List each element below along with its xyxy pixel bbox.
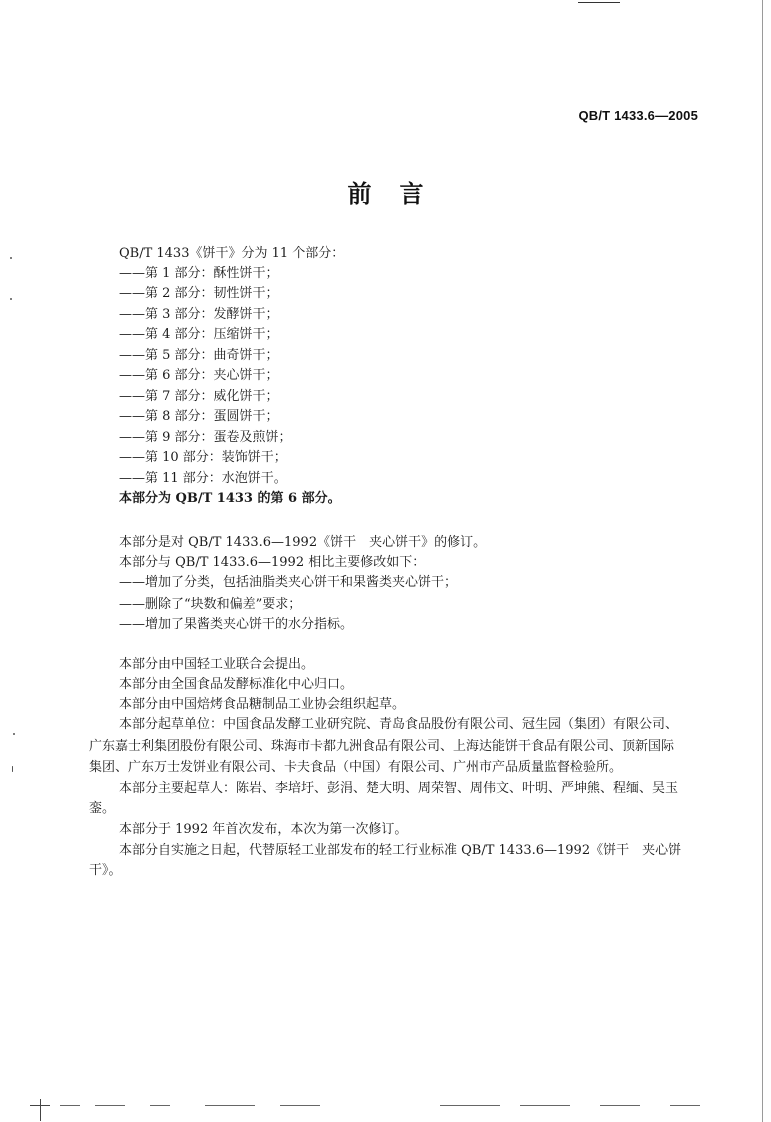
parts-intro: QB/T 1433《饼干》分为 11 个部分： <box>119 246 345 261</box>
top-rule <box>578 2 620 3</box>
footer-rule <box>440 1105 500 1106</box>
scan-speck <box>12 766 13 772</box>
info-line: 干》。 <box>89 863 122 878</box>
scan-speck <box>10 257 12 259</box>
info-line: 本部分由中国轻工业联合会提出。 <box>119 657 315 672</box>
info-line: 本部分于 1992 年首次发布，本次为第一次修订。 <box>119 822 408 837</box>
list-item: ——第 3 部分：发酵饼干； <box>119 307 279 322</box>
list-item: ——第 8 部分：蛋圆饼干； <box>119 409 279 424</box>
info-line: 本部分由全国食品发酵标准化中心归口。 <box>119 677 354 692</box>
footer-rule <box>600 1105 640 1106</box>
page-title: 前言 <box>347 180 452 208</box>
list-item: ——第 1 部分：酥性饼干； <box>119 266 279 281</box>
info-line: 本部分主要起草人：陈岩、李培圩、彭涓、楚大明、周荣智、周伟文、叶明、严坤熊、程缅、吴玉 <box>119 781 679 796</box>
scan-speck <box>13 733 15 735</box>
change-item: ——增加了果酱类夹心饼干的水分指标。 <box>119 617 354 632</box>
this-part-statement: 本部分为 QB/T 1433 的第 6 部分。 <box>119 491 341 506</box>
footer-rule <box>150 1105 170 1106</box>
change-item: ——增加了分类，包括油脂类夹心饼干和果酱类夹心饼干； <box>119 575 458 590</box>
standard-number: QB/T 1433.6—2005 <box>578 108 698 123</box>
footer-rule <box>280 1105 320 1106</box>
info-line: 本部分起草单位：中国食品发酵工业研究院、青岛食品股份有限公司、冠生园（集团）有限公司、 <box>119 717 679 732</box>
info-line: 集团、广东万士发饼业有限公司、卡夫食品（中国）有限公司、广州市产品质量监督检验所。 <box>89 760 623 775</box>
crop-mark <box>40 1099 41 1121</box>
crop-mark <box>30 1105 50 1106</box>
revision-line: 本部分是对 QB/T 1433.6—1992《饼干 夹心饼干》的修订。 <box>119 535 487 550</box>
list-item: ——第 4 部分：压缩饼干； <box>119 327 279 342</box>
info-line: 本部分由中国焙烤食品糖制品工业协会组织起草。 <box>119 697 406 712</box>
footer-rule <box>520 1105 570 1106</box>
page-edge <box>762 0 763 1122</box>
list-item: ——第 2 部分：韧性饼干； <box>119 286 279 301</box>
revision-line: 本部分与 QB/T 1433.6—1992 相比主要修改如下： <box>119 555 426 570</box>
list-item: ——第 11 部分：水泡饼干。 <box>119 471 287 486</box>
list-item: ——第 10 部分：装饰饼干； <box>119 450 287 465</box>
footer-rule <box>205 1105 255 1106</box>
info-line: 广东嘉士利集团股份有限公司、珠海市卡都九洲食品有限公司、上海达能饼干食品有限公司、顶新国际 <box>89 739 675 754</box>
change-item: ——删除了“块数和偏差”要求； <box>119 597 302 612</box>
scan-speck <box>10 298 12 300</box>
info-line: 銮。 <box>89 801 116 816</box>
list-item: ——第 9 部分：蛋卷及煎饼； <box>119 430 292 445</box>
info-line: 本部分自实施之日起，代替原轻工业部发布的轻工行业标准 QB/T 1433.6—1992《饼干 夹心饼 <box>119 843 682 858</box>
list-item: ——第 5 部分：曲奇饼干； <box>119 348 279 363</box>
list-item: ——第 6 部分：夹心饼干； <box>119 368 279 383</box>
list-item: ——第 7 部分：威化饼干； <box>119 389 279 404</box>
footer-rule <box>60 1105 80 1106</box>
footer-rule <box>670 1105 700 1106</box>
footer-rule <box>95 1105 125 1106</box>
